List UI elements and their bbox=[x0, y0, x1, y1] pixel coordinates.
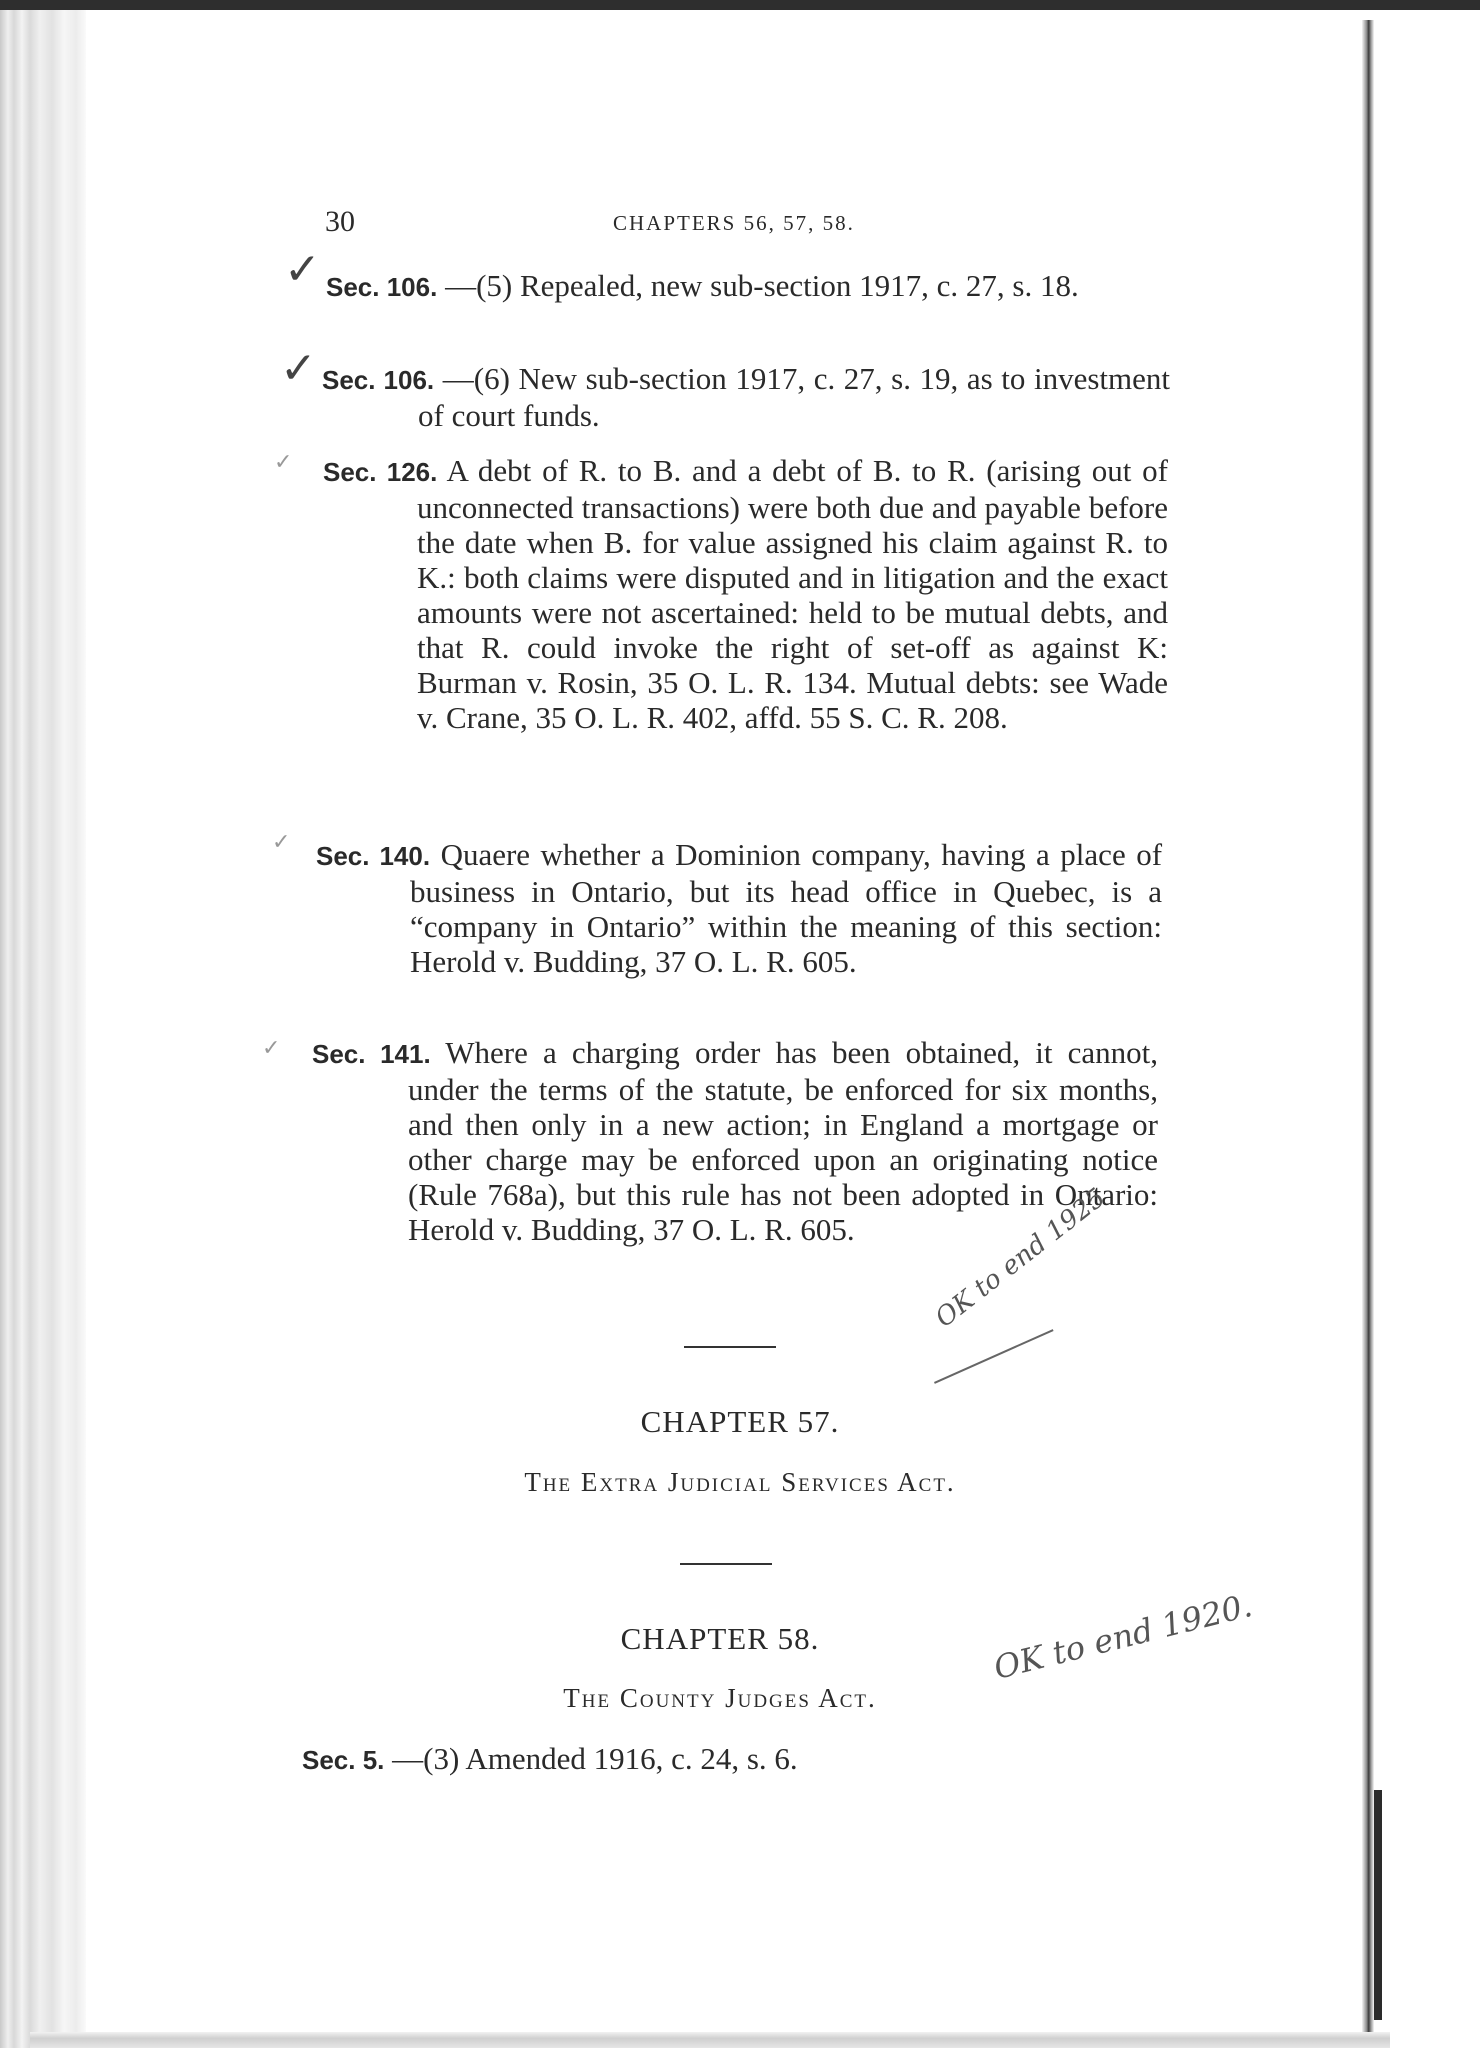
check-mark-icon: ✓ bbox=[284, 244, 321, 295]
chapter-58-title: The County Judges Act. bbox=[563, 1683, 877, 1713]
running-head: CHAPTERS 56, 57, 58. bbox=[613, 211, 855, 235]
check-mark-icon: ✓ bbox=[274, 450, 293, 475]
section-106-6 bbox=[322, 361, 1170, 433]
page-number: 30 bbox=[325, 205, 355, 238]
chapter-57-heading: CHAPTER 57. bbox=[640, 1404, 840, 1439]
section-text: Quaere whether a Dominion company, having a place of business in Ontario, but its head office in Quebec, is a “company in Ontario” within the meaning of this section: Herold v. Budding, 37 O. L. R. 605. bbox=[410, 837, 1163, 979]
section-text: A debt of R. to B. and a debt of B. to R. (arising out of unconnected transactions) were both due and payable before the date when B. for value assigned his claim against R. to K.: both claims were disputed and in litigation and the exact amounts were not ascertained: held to be mutual debts, and that R. could invoke the right of set-off as against K: Burman v. Rosin, 35 O. L. R. 134. Mutual debts: see Wade v. Crane, 35 O. L. R. 402, affd. 55 S. C. R. 208. bbox=[417, 453, 1169, 735]
handwritten-underline bbox=[934, 1329, 1054, 1384]
section-text: Where a charging order has been obtained, it cannot, under the terms of the statute, be enforced for six months, and then only in a new action; in England a mortgage or other charge may be enforced upon an originating notice (Rule 768a), but this rule has not been adopted in Ontario: Herold v. Budding, 37 O. L. R. 605. bbox=[408, 1035, 1158, 1247]
chapter-58-heading: CHAPTER 58. bbox=[620, 1621, 820, 1656]
section-label: Sec. 140. bbox=[316, 841, 431, 871]
divider-rule bbox=[684, 1346, 776, 1348]
check-mark-icon: ✓ bbox=[272, 830, 291, 855]
section-141 bbox=[312, 1035, 1158, 1247]
section-106-5 bbox=[326, 268, 1170, 305]
check-mark-icon: ✓ bbox=[280, 343, 317, 394]
divider-rule bbox=[680, 1563, 772, 1565]
section-text: —(5) Repealed, new sub-section 1917, c. 27, s. 18. bbox=[445, 268, 1079, 303]
chapter-57-title: The Extra Judicial Services Act. bbox=[524, 1467, 956, 1497]
section-label: Sec. 126. bbox=[323, 457, 438, 487]
section-text: —(6) New sub-section 1917, c. 27, s. 19, as to investment of court funds. bbox=[418, 361, 1171, 433]
section-label: Sec. 5. bbox=[302, 1745, 385, 1775]
page-header bbox=[325, 205, 1185, 245]
section-140 bbox=[316, 837, 1162, 979]
handwritten-note: OK to end 1920. bbox=[990, 1586, 1256, 1687]
section-label: Sec. 106. bbox=[322, 365, 435, 395]
section-text: —(3) Amended 1916, c. 24, s. 6. bbox=[392, 1741, 798, 1776]
check-mark-icon: ✓ bbox=[262, 1036, 281, 1061]
handwritten-note: OK to end 1925 bbox=[930, 1182, 1112, 1334]
section-label: Sec. 106. bbox=[326, 272, 438, 302]
section-label: Sec. 141. bbox=[312, 1039, 431, 1069]
section-5-3 bbox=[302, 1741, 1002, 1778]
section-126 bbox=[323, 453, 1168, 735]
